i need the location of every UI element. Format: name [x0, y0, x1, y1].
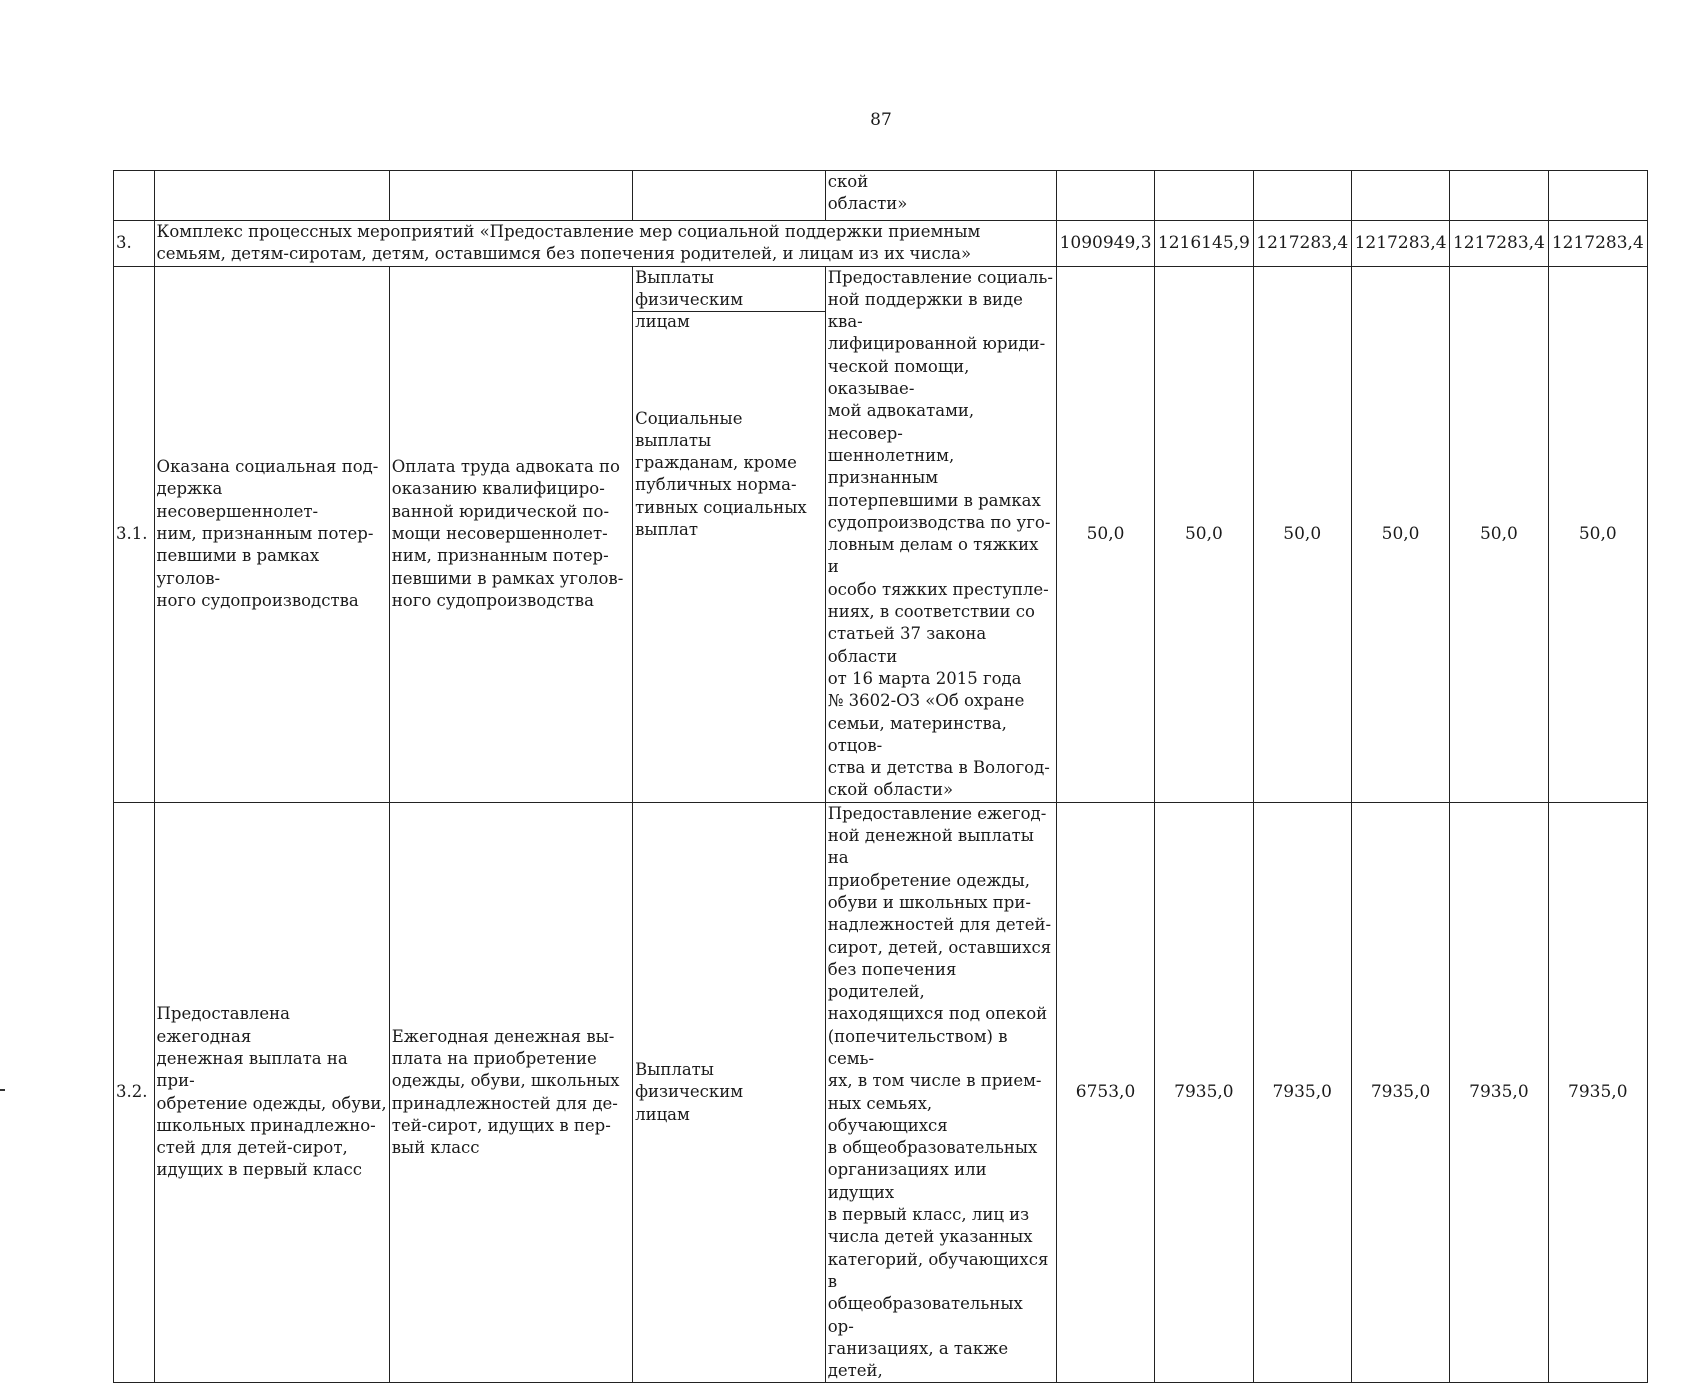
section-title: Комплекс процессных мероприятий «Предоставление мер социальной поддержки приемным семьям, детям-сиротам, детям, оставшимся без попечения родителей, и лицам из их числа» [154, 221, 1056, 267]
row-number: 3.2. [114, 802, 155, 1383]
table-cell-empty [1056, 171, 1154, 221]
value-cell: 1217283,4 [1253, 221, 1351, 267]
payment-type-cell [633, 266, 826, 802]
table-cell-empty [1155, 171, 1253, 221]
value-cell: 6753,0 [1056, 802, 1154, 1383]
value-cell: 1217283,4 [1351, 221, 1449, 267]
value-cell: 7935,0 [1155, 802, 1253, 1383]
row-number: 3. [114, 221, 155, 267]
row-number: 3.1. [114, 266, 155, 802]
value-cell: 7935,0 [1253, 802, 1351, 1383]
payment-type-cell: Выплаты физическим лицам [633, 802, 826, 1383]
event-cell: Оплата труда адвоката по оказанию квалифициро- ванной юридической по- мощи несовершеннолет- ним, признанным потер- певшими в рамках уголов- ного судопроизводства [389, 266, 632, 802]
section-row [114, 221, 1648, 267]
scan-margin-mark [0, 1089, 5, 1091]
value-cell: 7935,0 [1548, 802, 1647, 1383]
payment-type-top: Выплаты физическим лицам [633, 267, 825, 312]
table-row [114, 171, 1648, 221]
continuation-description: ской области» [825, 171, 1056, 221]
result-cell: Предоставлена ежегодная денежная выплата на при- обретение одежды, обуви, школьных принадлежно- стей для детей-сирот, идущих в первый класс [154, 802, 389, 1383]
description-cell: Предоставление ежегод- ной денежной выплаты на приобретение одежды, обуви и школьных при- надлежностей для детей- сирот, детей, оставшихся без попечения родителей, находящихся под опекой (попечительством) в семь- ях, в том числе в прием- ных семьях, обучающихся в общеобразовательных организациях или идущих в первый класс, лиц из числа детей указанных категорий, обучающихся в общеобразовательных ор- ганизациях, а также детей, [825, 802, 1056, 1383]
table-row [114, 802, 1648, 1383]
table-cell-empty [1450, 171, 1548, 221]
value-cell: 1090949,3 [1056, 221, 1154, 267]
value-cell: 1217283,4 [1450, 221, 1548, 267]
table-cell-empty [389, 171, 632, 221]
value-cell: 50,0 [1548, 266, 1647, 802]
table-cell-empty [1253, 171, 1351, 221]
description-cell: Предоставление социаль- ной поддержки в виде ква- лифицированной юриди- ческой помощи, оказывае- мой адвокатами, несовер- шеннолетним, признанным потерпевшими в рамках судопроизводства по уго- ловным делам о тяжких и особо тяжких преступле- ниях, в соответствии со статьей 37 закона области от 16 марта 2015 года № 3602-ОЗ «Об охране семьи, материнства, отцов- ства и детства в Вологод- ской области» [825, 266, 1056, 802]
table-cell-empty [1351, 171, 1449, 221]
value-cell: 7935,0 [1351, 802, 1449, 1383]
table-cell-empty [633, 171, 826, 221]
payment-type-bottom: Социальные выплаты гражданам, кроме публичных норма- тивных социальных выплат [635, 408, 807, 540]
page-number: 87 [870, 110, 892, 130]
table-cell-empty [114, 171, 155, 221]
value-cell: 1217283,4 [1548, 221, 1647, 267]
event-cell: Ежегодная денежная вы- плата на приобретение одежды, обуви, школьных принадлежностей для де- тей-сирот, идущих в пер- вый класс [389, 802, 632, 1383]
value-cell: 50,0 [1056, 266, 1154, 802]
table-cell-empty [154, 171, 389, 221]
value-cell: 50,0 [1155, 266, 1253, 802]
budget-table [113, 170, 1648, 1383]
value-cell: 1216145,9 [1155, 221, 1253, 267]
table-cell-empty [1548, 171, 1647, 221]
value-cell: 50,0 [1253, 266, 1351, 802]
value-cell: 50,0 [1351, 266, 1449, 802]
result-cell: Оказана социальная под- держка несовершеннолет- ним, признанным потер- певшими в рамках уголов- ного судопроизводства [154, 266, 389, 802]
table-row [114, 266, 1648, 802]
value-cell: 50,0 [1450, 266, 1548, 802]
value-cell: 7935,0 [1450, 802, 1548, 1383]
